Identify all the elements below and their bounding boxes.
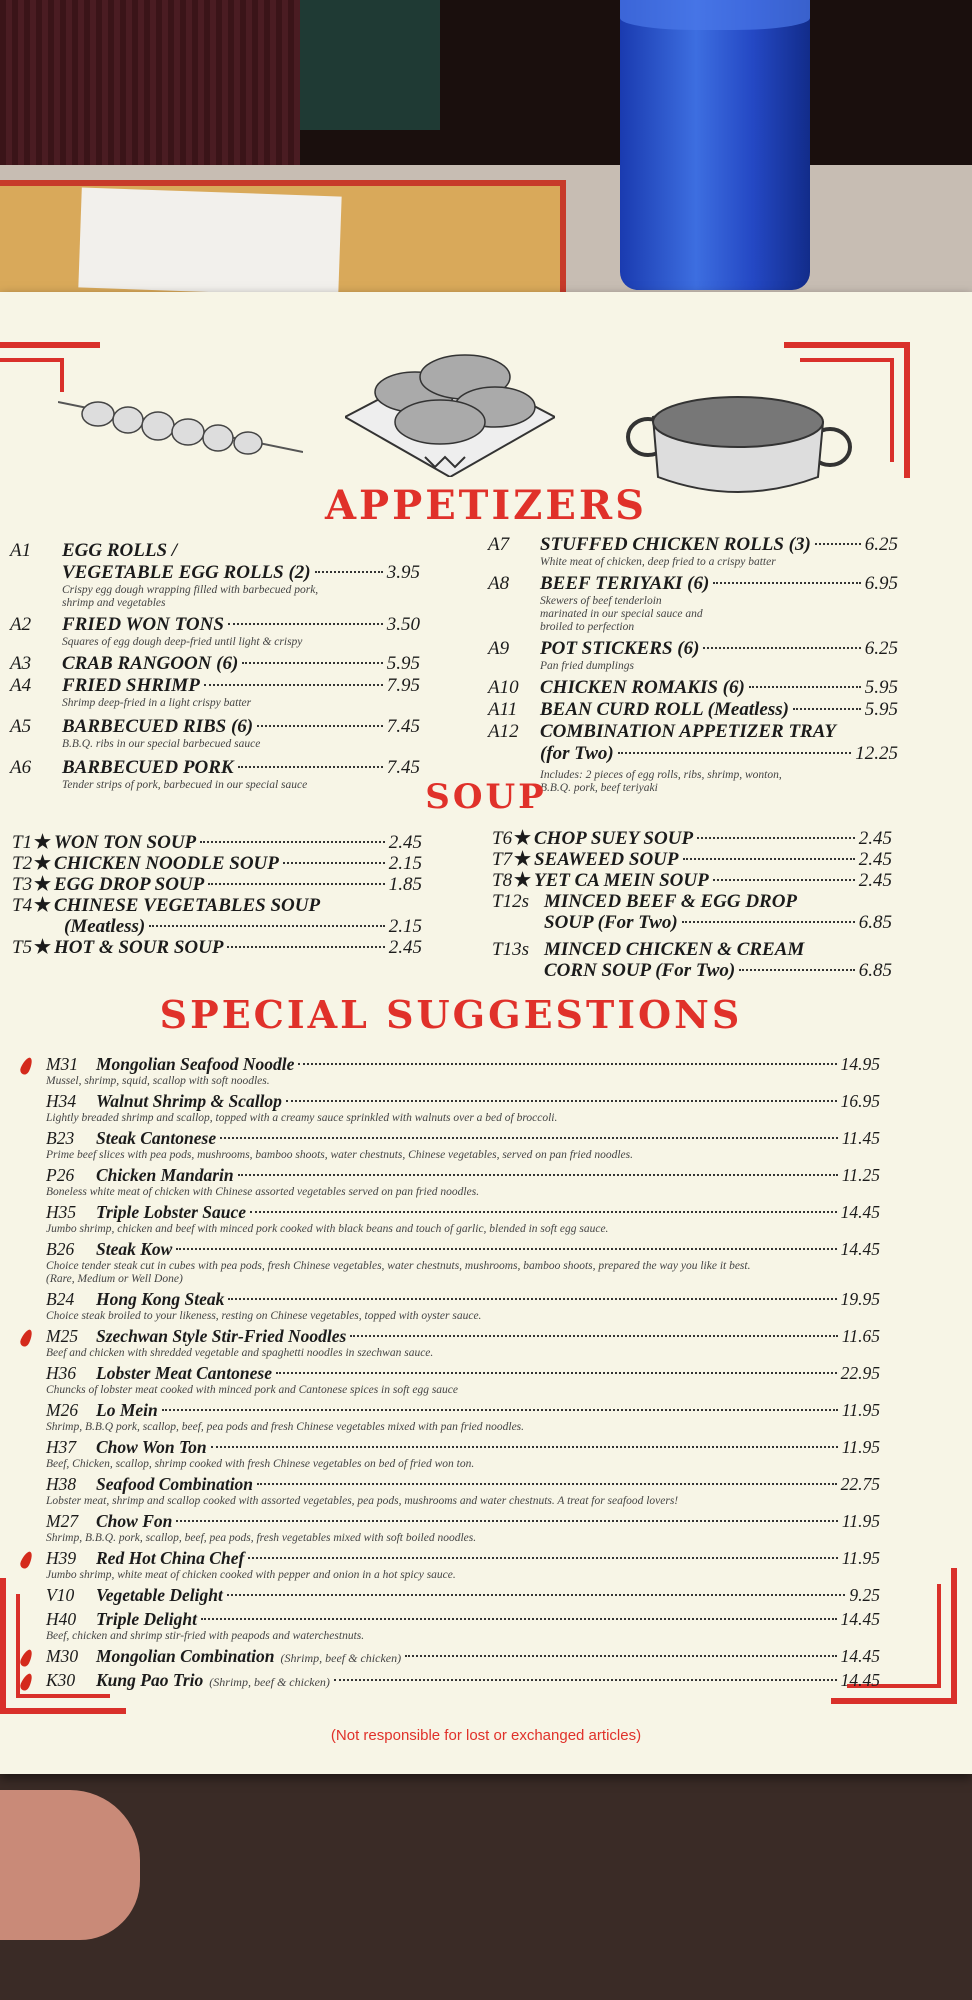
hot-pepper-icon bbox=[19, 1648, 35, 1668]
item-code: M27 bbox=[46, 1511, 79, 1531]
napkin bbox=[78, 187, 341, 296]
item-price: 11.25 bbox=[841, 1165, 880, 1185]
background-curtain bbox=[0, 0, 300, 175]
item-name: Seafood Combination bbox=[96, 1474, 254, 1494]
item-price: 22.75 bbox=[840, 1474, 880, 1494]
special-suggestions-list bbox=[10, 1054, 880, 1694]
menu-card bbox=[0, 292, 972, 1774]
special-item-row bbox=[46, 1239, 880, 1260]
item-name: Walnut Shrimp & Scallop bbox=[96, 1091, 282, 1111]
special-item bbox=[10, 1289, 880, 1323]
water-glass bbox=[620, 0, 810, 290]
item-code: H36 bbox=[46, 1363, 77, 1383]
item-name: Mongolian Combination bbox=[96, 1646, 275, 1666]
item-description: Lightly breaded shrimp and scallop, topped with a creamy sauce sprinkled with walnuts over a bed of broccoli. bbox=[46, 1112, 558, 1124]
item-description: Beef, Chicken, scallop, shrimp cooked with fresh Chinese vegetables on bed of fried won ton. bbox=[46, 1458, 475, 1470]
hot-pepper-icon bbox=[19, 1056, 35, 1076]
item-price: 22.95 bbox=[840, 1363, 880, 1383]
water-glass-rim bbox=[620, 0, 810, 30]
menu-item: A10 CHICKEN ROMAKIS (6) 5.95 bbox=[488, 677, 898, 698]
menu-item-line2: CORN SOUP (For Two) 6.85 bbox=[544, 960, 892, 981]
special-item-row bbox=[46, 1165, 880, 1186]
corner-ornament-top-left bbox=[0, 342, 100, 388]
item-code: B26 bbox=[46, 1239, 75, 1259]
special-item bbox=[10, 1511, 880, 1545]
item-price: 11.95 bbox=[841, 1400, 880, 1420]
item-description: Shrimp, B.B.Q pork, scallop, beef, pea pods and fresh Chinese vegetables mixed with pan fried noodles. bbox=[46, 1421, 525, 1433]
special-item-row bbox=[46, 1363, 880, 1384]
special-item-row bbox=[46, 1474, 880, 1495]
item-description: Jumbo shrimp, white meat of chicken cooked with pepper and onion in a hot spicy sauce. bbox=[46, 1569, 456, 1581]
item-name: Triple Delight bbox=[96, 1609, 197, 1629]
soup-left-column bbox=[12, 832, 422, 958]
item-code: H37 bbox=[46, 1437, 77, 1457]
menu-item-line2: (for Two) 12.25 bbox=[540, 743, 898, 764]
menu-item: A7 STUFFED CHICKEN ROLLS (3) 6.25 bbox=[488, 534, 898, 555]
menu-item: A4 FRIED SHRIMP 7.95 bbox=[10, 675, 420, 696]
item-description: Shrimp, B.B.Q. pork, scallop, beef, pea pods, fresh vegetables mixed with soft boiled noodles. bbox=[46, 1532, 477, 1544]
special-item-row bbox=[46, 1289, 880, 1310]
menu-item: A2 FRIED WON TONS 3.50 bbox=[10, 614, 420, 635]
menu-item-line2: (Meatless) 2.15 bbox=[64, 916, 422, 937]
menu-item-line2: VEGETABLE EGG ROLLS (2) 3.95 bbox=[62, 562, 420, 583]
item-code: M26 bbox=[46, 1400, 79, 1420]
item-price: 16.95 bbox=[840, 1091, 880, 1111]
menu-item: T4 ★ CHINESE VEGETABLES SOUP bbox=[12, 895, 321, 916]
special-item bbox=[10, 1202, 880, 1236]
item-name: Hong Kong Steak bbox=[96, 1289, 225, 1309]
item-name: Steak Kow bbox=[96, 1239, 173, 1259]
item-code: M25 bbox=[46, 1326, 79, 1346]
special-item bbox=[10, 1239, 880, 1286]
appetizers-left-column: A1 EGG ROLLS / VEGETABLE EGG ROLLS (2) 3.95 Crispy egg dough wrapping filled with barbecued pork, shrimp and vegetables A2 FRIED WON TONS 3.50 Squares of egg dough deep-fried until light & crispy A3 CRAB RANGOON (6) 5.95 A4 FRIED SHRIMP 7.95 Shrimp deep-fried in a light crispy batter A5 BARBECUED RIBS (6) 7.45 B.B.Q. ribs in our special barbecued sauce A6 BARBECUED PORK 7.45 Tender strips of pork, barbecued in our special sauce bbox=[10, 540, 420, 791]
special-item-row bbox=[46, 1326, 880, 1347]
special-item bbox=[10, 1363, 880, 1397]
item-name: Mongolian Seafood Noodle bbox=[96, 1054, 295, 1074]
item-price: 14.95 bbox=[840, 1054, 880, 1074]
footnote: (Not responsible for lost or exchanged articles) bbox=[330, 1727, 642, 1744]
menu-item: A6 BARBECUED PORK 7.45 bbox=[10, 757, 420, 778]
special-item-row bbox=[46, 1511, 880, 1532]
menu-item-line2: SOUP (For Two) 6.85 bbox=[544, 912, 892, 933]
item-price: 11.95 bbox=[841, 1437, 880, 1457]
menu-item: T2 ★ CHICKEN NOODLE SOUP 2.15 bbox=[12, 853, 422, 874]
hot-pepper-icon bbox=[19, 1672, 35, 1692]
item-description: Choice steak broiled to your likeness, resting on Chinese vegetables, topped with oyster sauce. bbox=[46, 1310, 482, 1322]
special-item-row bbox=[46, 1054, 880, 1075]
special-item bbox=[10, 1054, 880, 1088]
special-item bbox=[10, 1165, 880, 1199]
item-name: Lobster Meat Cantonese bbox=[96, 1363, 272, 1383]
special-item-row bbox=[46, 1437, 880, 1458]
item-code: B23 bbox=[46, 1128, 75, 1148]
item-description: Mussel, shrimp, squid, scallop with soft noodles. bbox=[46, 1075, 270, 1087]
item-price: 14.45 bbox=[840, 1646, 880, 1666]
soup-right-column bbox=[492, 828, 892, 981]
special-suggestions-title: SPECIAL SUGGESTIONS bbox=[159, 992, 743, 1037]
item-name: Triple Lobster Sauce bbox=[96, 1202, 247, 1222]
special-item-row bbox=[46, 1091, 880, 1112]
item-code: H40 bbox=[46, 1609, 77, 1629]
item-code: H38 bbox=[46, 1474, 77, 1494]
item-note: (Shrimp, beef & chicken) bbox=[209, 1675, 330, 1689]
skewer-illustration bbox=[58, 392, 303, 462]
special-item-row bbox=[46, 1646, 880, 1667]
item-description: Chuncks of lobster meat cooked with minced pork and Cantonese spices in soft egg sauce bbox=[46, 1384, 459, 1396]
item-price: 14.45 bbox=[840, 1239, 880, 1259]
special-item bbox=[10, 1585, 880, 1606]
menu-item: T7 ★ SEAWEED SOUP 2.45 bbox=[492, 849, 892, 870]
item-code: P26 bbox=[46, 1165, 75, 1185]
item-code: V10 bbox=[46, 1585, 75, 1605]
chicken-wings-illustration bbox=[345, 332, 555, 477]
item-name: Kung Pao Trio bbox=[96, 1670, 204, 1690]
menu-item: T5 ★ HOT & SOUR SOUP 2.45 bbox=[12, 937, 422, 958]
item-code: M30 bbox=[46, 1646, 79, 1666]
special-item bbox=[10, 1646, 880, 1667]
special-item bbox=[10, 1400, 880, 1434]
menu-item: T8 ★ YET CA MEIN SOUP 2.45 bbox=[492, 870, 892, 891]
item-description: Lobster meat, shrimp and scallop cooked with assorted vegetables, pea pods, mushrooms and water chestnuts. A treat for seafood lovers! bbox=[46, 1495, 679, 1507]
special-item bbox=[10, 1437, 880, 1471]
special-item bbox=[10, 1128, 880, 1162]
menu-item: A9 POT STICKERS (6) 6.25 bbox=[488, 638, 898, 659]
item-name: Vegetable Delight bbox=[96, 1585, 223, 1605]
item-price: 11.95 bbox=[841, 1511, 880, 1531]
item-name: Chow Fon bbox=[96, 1511, 173, 1531]
special-item bbox=[10, 1670, 880, 1691]
menu-item: T3 ★ EGG DROP SOUP 1.85 bbox=[12, 874, 422, 895]
appetizers-right-column: A7 STUFFED CHICKEN ROLLS (3) 6.25 White meat of chicken, deep fried to a crispy batter A8 BEEF TERIYAKI (6) 6.95 Skewers of beef tenderloin marinated in our special sauce and broiled to perfection A9 POT STICKERS (6) 6.25 Pan fried dumplings A10 CHICKEN ROMAKIS (6) 5.95 A11 BEAN CURD ROLL (Meatless) 5.95 A12 COMBINATION APPETIZER TRAY (for Two) 12.25 Includes: 2 pieces of egg rolls, ribs, shrimp, wonton, B.B.Q. pork, beef teriyaki bbox=[488, 534, 898, 794]
menu-item: T12s MINCED BEEF & EGG DROP bbox=[492, 891, 798, 912]
item-description: Beef and chicken with shredded vegetable and spaghetti noodles in szechwan sauce. bbox=[46, 1347, 434, 1359]
item-price: 11.45 bbox=[841, 1128, 880, 1148]
item-description: Beef, chicken and shrimp stir-fried with peapods and waterchestnuts. bbox=[46, 1630, 365, 1642]
special-item bbox=[10, 1548, 880, 1582]
item-note: (Shrimp, beef & chicken) bbox=[280, 1651, 402, 1665]
item-name: Chow Won Ton bbox=[96, 1437, 207, 1457]
item-price: 9.25 bbox=[849, 1585, 880, 1605]
menu-item: T1 ★ WON TON SOUP 2.45 bbox=[12, 832, 422, 853]
item-code: H35 bbox=[46, 1202, 77, 1222]
item-description: Boneless white meat of chicken with Chinese assorted vegetables served on pan fried noodles. bbox=[46, 1186, 480, 1198]
item-price: 11.65 bbox=[841, 1326, 880, 1346]
appetizers-title: APPETIZERS bbox=[325, 482, 647, 529]
special-item bbox=[10, 1474, 880, 1508]
special-item-row bbox=[46, 1609, 880, 1630]
soup-title: SOUP bbox=[425, 777, 547, 817]
special-item bbox=[10, 1609, 880, 1643]
special-item bbox=[10, 1091, 880, 1125]
special-item-row bbox=[46, 1202, 880, 1223]
menu-item: T6 ★ CHOP SUEY SOUP 2.45 bbox=[492, 828, 892, 849]
menu-item: A3 CRAB RANGOON (6) 5.95 bbox=[10, 653, 420, 674]
item-price: 14.45 bbox=[840, 1609, 880, 1629]
special-item bbox=[10, 1326, 880, 1360]
floor bbox=[0, 1770, 972, 2000]
hot-pepper-icon bbox=[19, 1328, 35, 1348]
item-code: H39 bbox=[46, 1548, 77, 1568]
item-code: H34 bbox=[46, 1091, 77, 1111]
item-price: 14.45 bbox=[840, 1670, 880, 1690]
item-price: 14.45 bbox=[840, 1202, 880, 1222]
menu-item: A5 BARBECUED RIBS (6) 7.45 bbox=[10, 716, 420, 737]
menu-item: A8 BEEF TERIYAKI (6) 6.95 bbox=[488, 573, 898, 594]
item-name: Szechwan Style Stir-Fried Noodles bbox=[96, 1326, 347, 1346]
hand bbox=[0, 1790, 140, 1940]
item-description: Choice tender steak cut in cubes with pea pods, fresh Chinese vegetables, water chestnuts, mushrooms, bamboo shoots, prepared the way you like it best. (Rare, Medium or Well Done) bbox=[46, 1260, 751, 1285]
item-name: Lo Mein bbox=[96, 1400, 158, 1420]
item-name: Chicken Mandarin bbox=[96, 1165, 234, 1185]
item-name: Steak Cantonese bbox=[96, 1128, 217, 1148]
item-description: Jumbo shrimp, chicken and beef with minced pork cooked with black beans and touch of garlic, blended in soft egg sauce. bbox=[46, 1223, 609, 1235]
background-booth bbox=[300, 0, 440, 130]
item-code: K30 bbox=[46, 1670, 76, 1690]
hot-pepper-icon bbox=[19, 1550, 35, 1570]
item-price: 11.95 bbox=[841, 1548, 880, 1568]
menu-item: A12 COMBINATION APPETIZER TRAY bbox=[488, 721, 836, 742]
special-item-row bbox=[46, 1128, 880, 1149]
item-name: Red Hot China Chef bbox=[96, 1548, 245, 1568]
menu-item: A11 BEAN CURD ROLL (Meatless) 5.95 bbox=[488, 699, 898, 720]
menu-item: T13s MINCED CHICKEN & CREAM bbox=[492, 939, 805, 960]
item-description: Prime beef slices with pea pods, mushrooms, bamboo shoots, water chestnuts, Chinese vegetables, served on pan fried noodles. bbox=[46, 1149, 633, 1161]
special-item-row bbox=[46, 1670, 880, 1691]
item-code: M31 bbox=[46, 1054, 79, 1074]
special-item-row bbox=[46, 1585, 880, 1606]
item-price: 19.95 bbox=[840, 1289, 880, 1309]
special-item-row bbox=[46, 1400, 880, 1421]
item-code: B24 bbox=[46, 1289, 75, 1309]
menu-item: A1 EGG ROLLS / bbox=[10, 540, 178, 561]
special-item-row bbox=[46, 1548, 880, 1569]
